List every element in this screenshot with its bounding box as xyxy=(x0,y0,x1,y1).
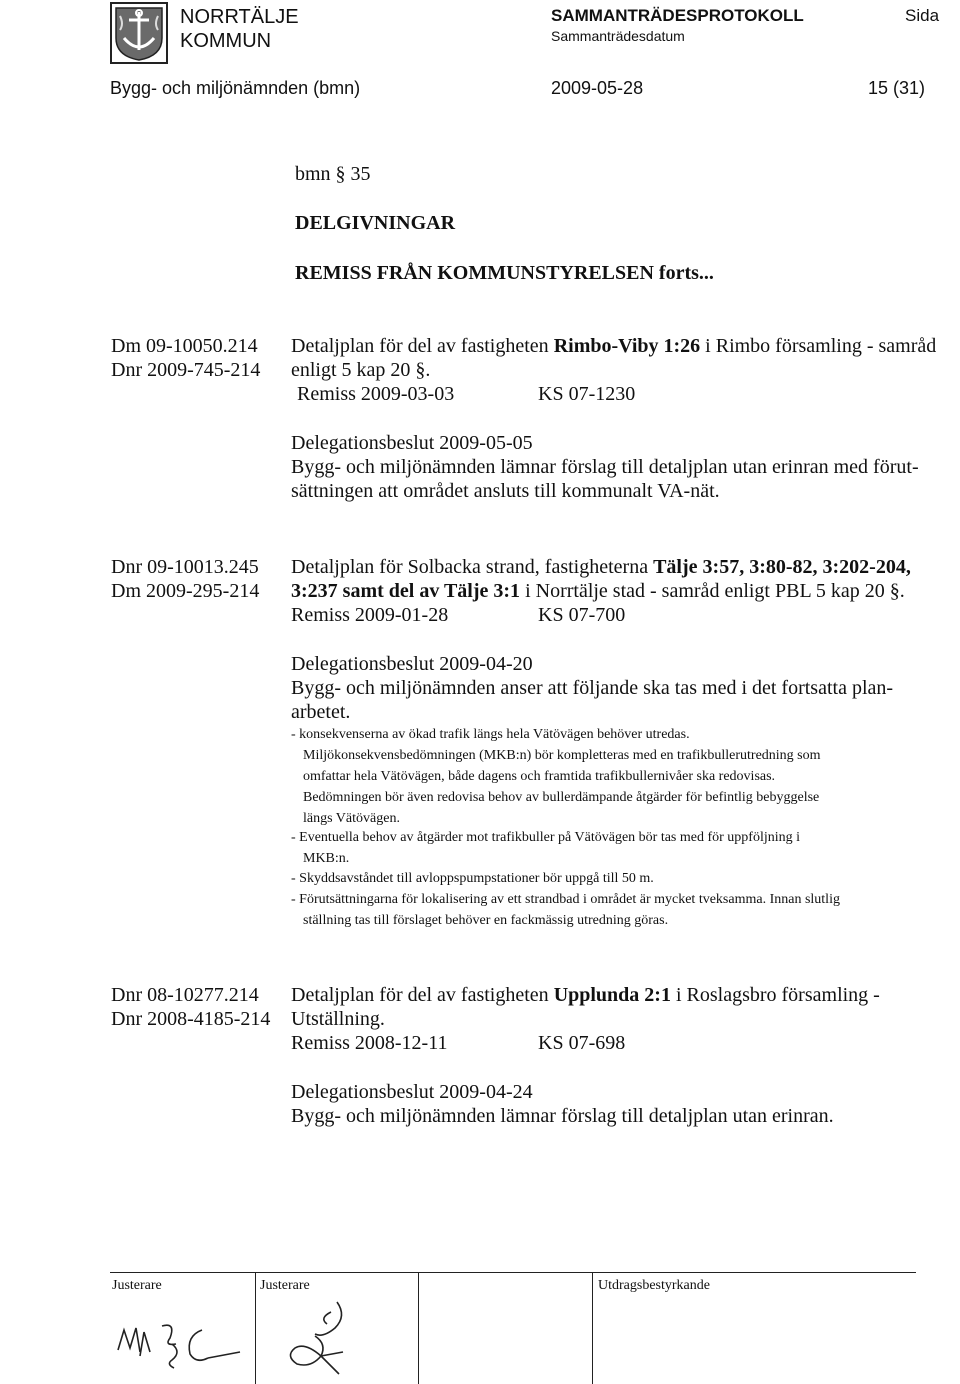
entry-2-title-line1: Detaljplan för Solbacka strand, fastigheterna Tälje 3:57, 3:80-82, 3:202-204, xyxy=(291,556,911,578)
footer-rule xyxy=(110,1272,916,1273)
entry-2-ks: KS 07-700 xyxy=(538,604,626,626)
section-subtitle: REMISS FRÅN KOMMUNSTYRELSEN forts... xyxy=(295,262,714,284)
entry-1-ref2: Dnr 2009-745-214 xyxy=(111,359,261,381)
signature-1 xyxy=(110,1312,250,1372)
entry-1-remiss: Remiss 2009-03-03 xyxy=(297,383,455,405)
entry-2-note-3: omfattar hela Vätövägen, både dagens och framtida trafikbullernivåer ska redovisas. xyxy=(303,769,776,784)
entry-1-title: Detaljplan för del av fastigheten Rimbo-Viby 1:26 i Rimbo församling - samråd xyxy=(291,335,937,357)
entry-1-ks: KS 07-1230 xyxy=(538,383,636,405)
footer-label-justerare-1: Justerare xyxy=(112,1278,162,1293)
municipality-logo xyxy=(110,2,168,64)
entry-3-decision-line1: Bygg- och miljönämnden lämnar förslag till detaljplan utan erinran. xyxy=(291,1105,834,1127)
entry-1-ref1: Dm 09-10050.214 xyxy=(111,335,258,357)
entry-3-title: Detaljplan för del av fastigheten Upplunda 2:1 i Roslagsbro församling - xyxy=(291,984,880,1006)
entry-3-ks: KS 07-698 xyxy=(538,1032,626,1054)
signature-2 xyxy=(275,1292,365,1382)
entry-3-ref2: Dnr 2008-4185-214 xyxy=(111,1008,271,1030)
entry-2-note-7: MKB:n. xyxy=(303,851,350,866)
entry-2-note-6: - Eventuella behov av åtgärder mot trafikbuller på Vätövägen bör tas med för uppföljning i xyxy=(291,830,801,845)
entry-2-note-4: Bedömningen bör även redovisa behov av bullerdämpande åtgärder för befintlig bebyggelse xyxy=(303,790,820,805)
paragraph-number: bmn § 35 xyxy=(295,163,371,185)
entry-2-decision-line2: arbetet. xyxy=(291,701,351,723)
entry-2-note-10: ställning tas till förslaget behöver en fackmässig utredning göras. xyxy=(303,913,669,928)
entry-3-remiss: Remiss 2008-12-11 xyxy=(291,1032,448,1054)
entry-2-note-5: längs Vätövägen. xyxy=(303,811,400,826)
entry-2-note-9: - Förutsättningarna för lokalisering av ett strandbad i området är mycket tveksamma. Innan slutlig xyxy=(291,892,840,907)
doc-type: SAMMANTRÄDESPROTOKOLL xyxy=(551,6,804,25)
page-number: 15 (31) xyxy=(868,78,926,98)
logo-text-line1: NORRTÄLJE xyxy=(180,6,299,28)
entry-3-decision-date: Delegationsbeslut 2009-04-24 xyxy=(291,1081,533,1103)
section-title: DELGIVNINGAR xyxy=(295,212,456,234)
entry-1-title-line2: enligt 5 kap 20 §. xyxy=(291,359,431,381)
footer-divider-3 xyxy=(592,1272,593,1384)
entry-1-decision-date: Delegationsbeslut 2009-05-05 xyxy=(291,432,533,454)
entry-2-note-2: Miljökonsekvensbedömningen (MKB:n) bör kompletteras med en trafikbullerutredning som xyxy=(303,748,821,763)
entry-2-ref2: Dm 2009-295-214 xyxy=(111,580,260,602)
entry-2-decision-line1: Bygg- och miljönämnden anser att följande ska tas med i det fortsatta plan- xyxy=(291,677,894,699)
logo-text-line2: KOMMUN xyxy=(180,30,272,52)
meeting-date: 2009-05-28 xyxy=(551,78,644,98)
footer-label-justerare-2: Justerare xyxy=(260,1278,310,1293)
footer-divider-1 xyxy=(255,1272,256,1384)
entry-3-ref1: Dnr 08-10277.214 xyxy=(111,984,259,1006)
entry-1-decision-line2: sättningen att området ansluts till kommunalt VA-nät. xyxy=(291,480,720,502)
entry-2-title-line2: 3:237 samt del av Tälje 3:1 i Norrtälje stad - samråd enligt PBL 5 kap 20 §. xyxy=(291,580,905,602)
entry-2-remiss: Remiss 2009-01-28 xyxy=(291,604,449,626)
entry-2-note-8: - Skyddsavståndet till avloppspumpstationer bör uppgå till 50 m. xyxy=(291,871,654,886)
footer-divider-2 xyxy=(418,1272,419,1384)
entry-2-note-1: - konsekvenserna av ökad trafik längs hela Vätövägen behöver utredas. xyxy=(291,727,690,742)
footer-label-utdragsbestyrkande: Utdragsbestyrkande xyxy=(598,1278,710,1293)
entry-3-title-line2: Utställning. xyxy=(291,1008,385,1030)
entry-1-decision-line1: Bygg- och miljönämnden lämnar förslag till detaljplan utan erinran med förut- xyxy=(291,456,919,478)
entry-2-decision-date: Delegationsbeslut 2009-04-20 xyxy=(291,653,533,675)
page-label: Sida xyxy=(905,6,940,25)
date-label: Sammanträdesdatum xyxy=(551,28,685,44)
committee-name: Bygg- och miljönämnden (bmn) xyxy=(110,78,361,98)
entry-2-ref1: Dnr 09-10013.245 xyxy=(111,556,259,578)
